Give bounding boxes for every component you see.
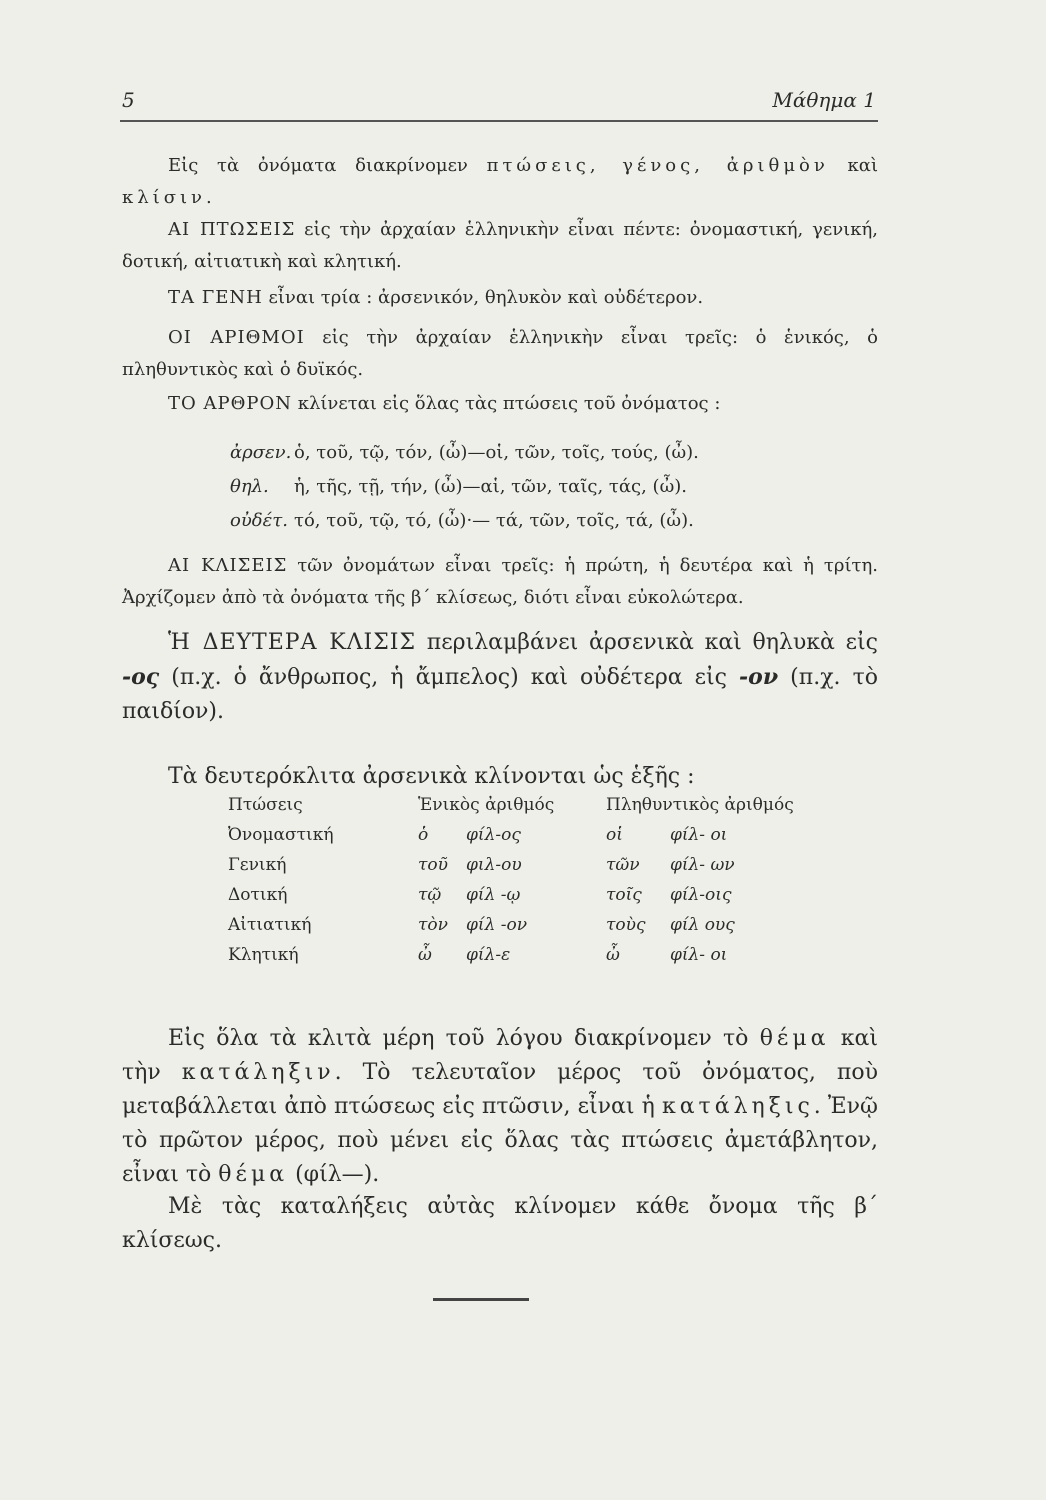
table-row (228, 910, 794, 940)
header-cases: Πτώσεις (228, 795, 303, 815)
plural-form: φίλ-οις (669, 885, 732, 905)
paragraph-declensions: ΑΙ ΚΛΙΣΕΙΣ τῶν ὀνομάτων εἶναι τρεῖς: ἡ πρώτη, ἡ δευτέρα καὶ ἡ τρίτη. Ἀρχίζομεν ἀπὸ τὰ ὀνόματα τῆς β΄ κλίσεως, διότι εἶναι εὐκολώτερα. (122, 555, 878, 608)
case-name: Αἰτιατική (228, 915, 312, 935)
plural-article: τοὺς (606, 915, 646, 935)
table-row (228, 940, 794, 970)
singular-form: φίλ -ον (466, 915, 528, 935)
paragraph-article: ΤΟ ΑΡΘΡΟΝ κλίνεται εἰς ὅλας τὰς πτώσεις τοῦ ὀνόματος : (168, 393, 721, 414)
plural-article: οἱ (606, 825, 623, 845)
case-name: Γενική (228, 855, 287, 875)
plural-form: φίλ- οι (669, 945, 728, 965)
singular-form: φιλ-ου (466, 855, 522, 875)
paragraph-theme-ending: Εἰς ὅλα τὰ κλιτὰ μέρη τοῦ λόγου διακρίνομεν τὸ θέμα καὶ τὴν κατάληξιν. Τὸ τελευταῖον μέρος τοῦ ὀνόματος, ποὺ μεταβάλλεται ἀπὸ πτώσεως εἰς πτῶσιν, εἶναι ἡ κατάληξις. Ἐνῷ τὸ πρῶτον μέρος, ποὺ μένει εἰς ὅλας τὰς πτώσεις ἀμετάβλητον, εἶναι τὸ θέμα (φίλ—). (122, 1026, 879, 1187)
paragraph-conclusion: Μὲ τὰς καταλήξεις αὐτὰς κλίνομεν κάθε ὄνομα τῆς β΄ κλίσεως. (122, 1194, 878, 1253)
end-rule (433, 1298, 529, 1301)
article-row-neuter: οὐδέτ. τό, τοῦ, τῷ, τό, (ὦ)·— τά, τῶν, τοῖς, τά, (ὦ). (230, 510, 694, 531)
plural-form: φίλ- οι (669, 825, 728, 845)
table-row (228, 850, 794, 880)
singular-form: φίλ-ος (466, 825, 521, 845)
paragraph-genders: ΤΑ ΓΕΝΗ εἶναι τρία : ἀρσενικόν, θηλυκὸν καὶ οὐδέτερον. (168, 287, 704, 308)
plural-article: ὦ (606, 945, 620, 965)
singular-article: τὸν (418, 915, 448, 935)
singular-form: φίλ-ε (466, 945, 511, 965)
case-name: Δοτική (228, 885, 288, 905)
paragraph-declined-as: Τὰ δευτερόκλιτα ἀρσενικὰ κλίνονται ὡς ἑξῆς : (168, 764, 695, 789)
article-row-feminine: θηλ. ἡ, τῆς, τῇ, τήν, (ὦ)—αἱ, τῶν, ταῖς, τάς, (ὦ). (230, 476, 687, 497)
case-name: Κλητική (228, 945, 299, 965)
table-row (228, 880, 794, 910)
header-rule (120, 120, 878, 122)
table-row (228, 820, 794, 850)
lesson-title: Μάθημα 1 (772, 88, 876, 112)
declension-table (228, 790, 794, 970)
plural-article: τοῖς (606, 885, 642, 905)
article-row-masculine: ἀρσεν. ὁ, τοῦ, τῷ, τόν, (ὦ)—οἱ, τῶν, τοῖς, τούς, (ὦ). (230, 442, 699, 463)
plural-article: τῶν (606, 855, 640, 875)
paragraph-second-declension: Ἡ ΔΕΥΤΕΡΑ ΚΛΙΣΙΣ περιλαμβάνει ἀρσενικὰ καὶ θηλυκὰ εἰς -ος (π.χ. ὁ ἄνθρωπος, ἡ ἄμπελος) καὶ οὐδέτερα εἰς -ον (π.χ. τὸ παιδίον). (122, 630, 878, 724)
singular-form: φίλ -ῳ (466, 885, 521, 905)
singular-article: ὦ (418, 945, 432, 965)
paragraph-numbers: ΟΙ ΑΡΙΘΜΟΙ εἰς τὴν ἀρχαίαν ἑλληνικὴν εἶναι τρεῖς: ὁ ἑνικός, ὁ πληθυντικὸς καὶ ὁ δυϊκός. (122, 327, 878, 380)
header-singular: Ἑνικὸς ἀριθμός (418, 795, 555, 815)
page-number: 5 (122, 88, 135, 112)
singular-article: τῷ (418, 885, 442, 905)
case-name: Ὀνομαστική (228, 825, 334, 845)
singular-article: τοῦ (418, 855, 448, 875)
paragraph-cases: ΑΙ ΠΤΩΣΕΙΣ εἰς τὴν ἀρχαίαν ἑλληνικὴν εἶναι πέντε: ὀνομαστική, γενική, δοτική, αἰτιατικὴ καὶ κλητική. (122, 219, 878, 272)
plural-form: φίλ- ων (669, 855, 735, 875)
header-plural: Πληθυντικὸς ἀριθμός (606, 795, 794, 815)
singular-article: ὁ (418, 825, 429, 845)
table-header-row (228, 790, 794, 820)
plural-form: φίλ ους (669, 915, 735, 935)
paragraph-intro: Εἰς τὰ ὀνόματα διακρίνομεν πτώσεις, γένος, ἀριθμὸν καὶ κλίσιν. (122, 155, 878, 208)
